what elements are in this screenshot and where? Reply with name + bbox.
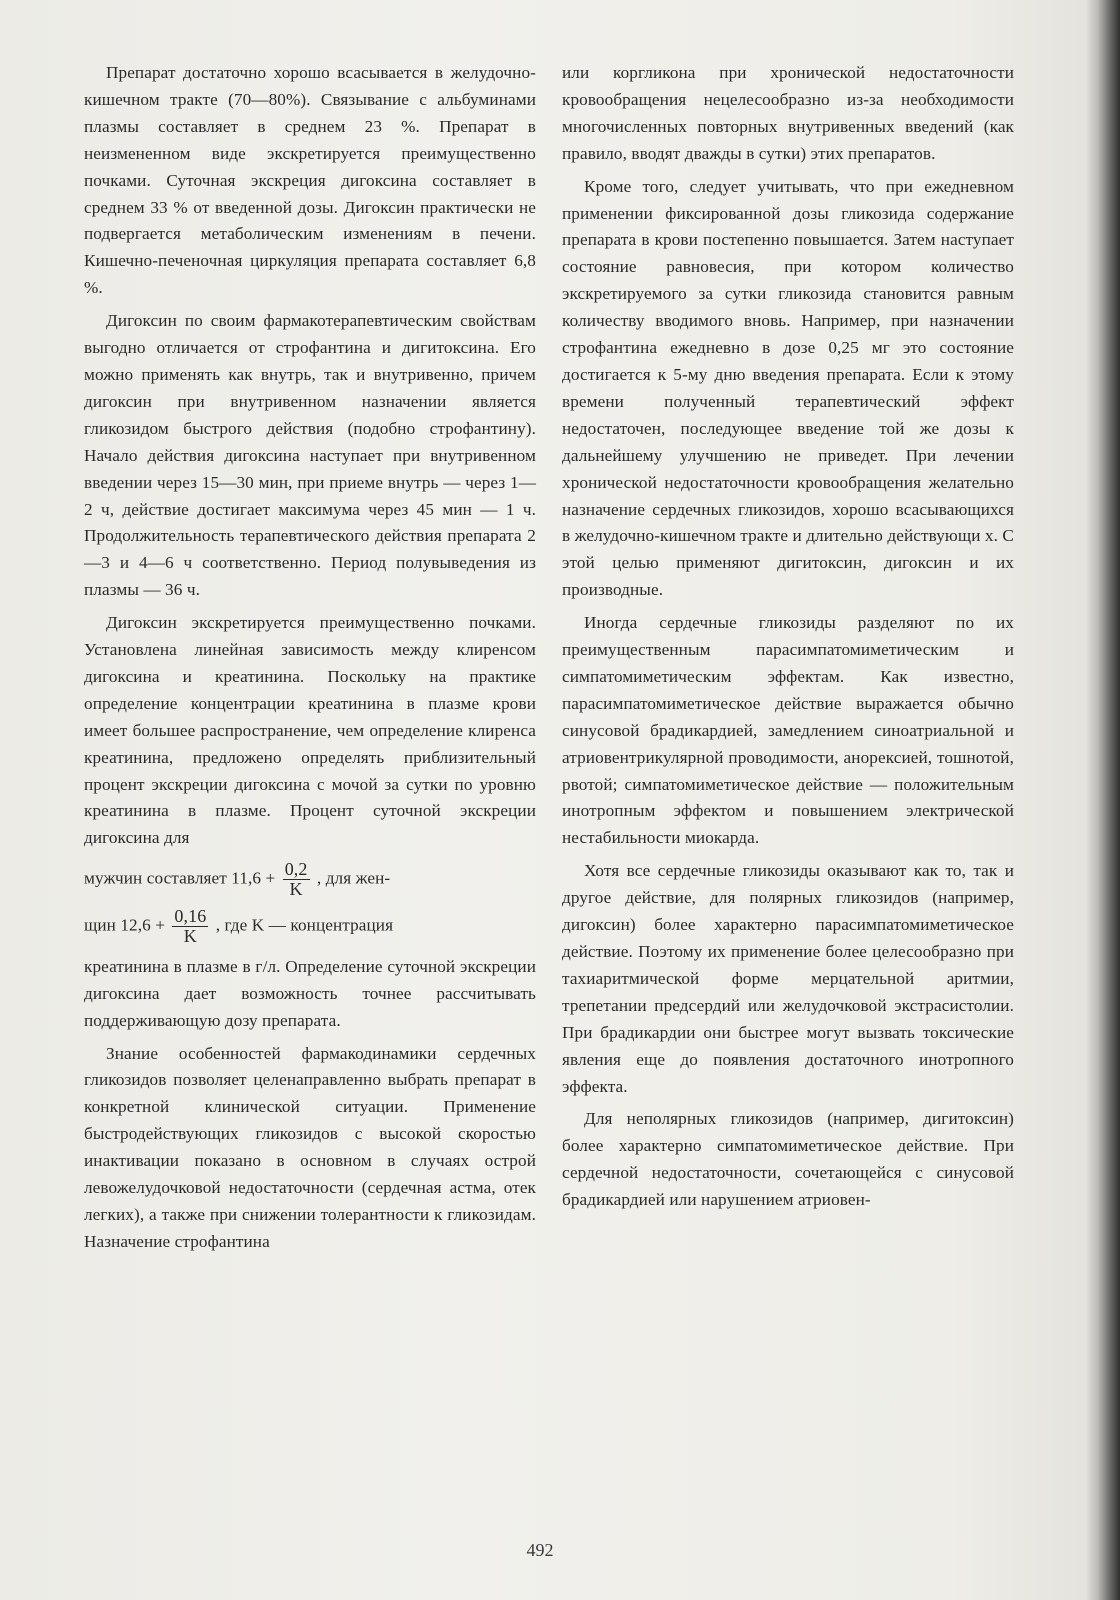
formula-text: мужчин составляет 11,6 + [84, 868, 276, 888]
paragraph: Дигоксин экскретируется преимущественно почками. Установлена линейная зависимость между клиренсом дигоксина и креатинина. Поскольку на практике определение концентрации креатинина в плазме крови имеет большее распространение, чем определение клиренса креатинина, предложено определять приблизительный процент экскреции дигоксина с мочой за сутки по уровню креатинина в плазме. Процент суточной экскреции дигоксина для [84, 613, 536, 848]
formula-women [84, 907, 536, 946]
paragraph: Дигоксин по своим фармакотерапевтическим свойствам выгодно отличается от строфантина и дигитоксина. Его можно применять как внутрь, так и внутривенно, причем дигоксин при внутривенном назначении является гликозидом быстрого действия (подобно строфантину). Начало действия дигоксина наступает при внутривенном введении через 15—30 мин, при приеме внутрь — через 1—2 ч, действие достигает максимума через 45 мин — 1 ч. Продолжительность терапевтического действия препарата 2—3 и 4—6 ч соответственно. Период полувыведения из плазмы — 36 ч. [84, 311, 536, 600]
formula-text: щин 12,6 + [84, 915, 165, 935]
paragraph: Препарат достаточно хорошо всасывается в желудочно-кишечном тракте (70—80%). Связывание с альбуминами плазмы составляет в среднем 23 %. Препарат в неизмененном виде экскретируется преимущественно почками. Суточная экскреция дигоксина составляет в среднем 33 % от введенной дозы. Дигоксин практически не подвергается метаболическим изменениям в печени. Кишечно-печеночная циркуляция препарата составляет 6,8 %. [84, 63, 536, 298]
paragraph: Кроме того, следует учитывать, что при ежедневном применении фиксированной дозы гликозида содержание препарата в крови постепенно повышается. Затем наступает состояние равновесия, при котором количество экскретируемого за сутки гликозида становится равным количеству вводимого вновь. Например, при назначении строфантина ежедневно в дозе 0,25 мг это состояние достигается к 5-му дню введения препарата. Если к этому времени полученный терапевтический эффект недостаточен, последующее введение той же дозы к дальнейшему улучшению не приведет. При лечении хронической недостаточности кровообращения желательно назначение сердечных гликозидов, хорошо всасывающихся в желудочно-кишечном тракте и длительно действующи х. С этой целью применяют дигитоксин, дигоксин и их производные. [562, 176, 1014, 600]
formula-text: , где K — концентрация [215, 915, 394, 935]
page-number: 492 [526, 1540, 554, 1560]
paragraph: креатинина в плазме в г/л. Определение суточной экскреции дигоксина дает возможность точнее рассчитывать поддерживающую дозу препарата. [84, 956, 536, 1030]
page-spine-shadow [1086, 0, 1120, 1600]
fraction [283, 860, 310, 899]
fraction [172, 907, 208, 946]
paragraph: Для неполярных гликозидов (например, дигитоксин) более характерно симпатомиметическое действие. При сердечной недостаточности, сочетающейся с синусовой брадикардией или нарушением атриовен- [562, 1109, 1014, 1210]
fraction-denominator: K [289, 879, 303, 900]
left-column [84, 60, 536, 1262]
paragraph: Хотя все сердечные гликозиды оказывают как то, так и другое действие, для полярных гликозидов (например, дигоксин) более характерно парасимпатомиметическое действие. Поэтому их применение более целесообразно при тахиаритмической форме мерцательной аритмии, трепетании предсердий или желудочковой экстрасистолии. При брадикардии они быстрее могут вызвать токсические явления еще до появления достаточного инотропного эффекта. [562, 861, 1014, 1096]
formula-men [84, 860, 536, 899]
paragraph: Иногда сердечные гликозиды разделяют по их преимущественным парасимпатомиметическим и симпатомиметическим эффектам. Как известно, парасимпатомиметическое действие выражается обычно синусовой брадикардией, замедлением синоатриальной и атриовентрикулярной проводимости, анорексией, тошнотой, рвотой; симпатомиметическое действие — положительным инотропным эффектом и повышением электрической нестабильности миокарда. [562, 613, 1014, 848]
fraction-numerator: 0,16 [174, 906, 207, 927]
fraction-denominator: K [183, 925, 197, 946]
fraction-numerator: 0,2 [284, 859, 308, 880]
paragraph: или коргликона при хронической недостаточности кровообращения нецелесообразно из-за необходимости многочисленных повторных внутривенных введений (как правило, вводят дважды в сутки) этих препаратов. [562, 63, 1014, 163]
right-column [562, 60, 1014, 1220]
formula-text: , для жен- [316, 868, 391, 888]
paragraph: Знание особенностей фармакодинамики сердечных гликозидов позволяет целенаправленно выбрать препарат в конкретной клинической ситуации. Применение быстродействующих гликозидов с высокой скоростью инактивации показано в основном в случаях острой левожелудочковой недостаточности (сердечная астма, отек легких), а также при снижении толерантности к гликозидам. Назначение строфантина [84, 1043, 536, 1251]
